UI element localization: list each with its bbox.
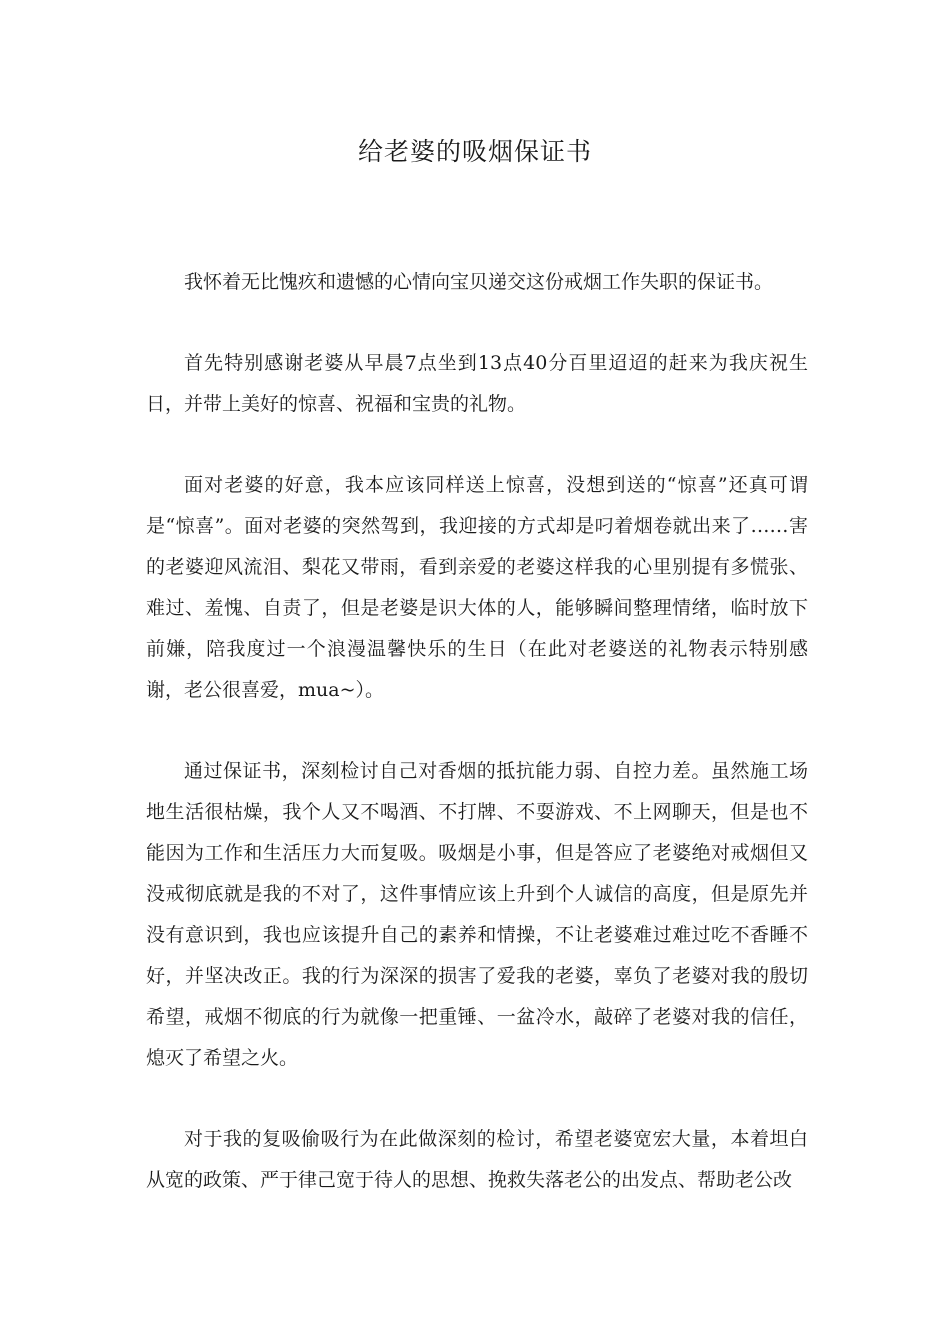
document-title: 给老婆的吸烟保证书 [357, 137, 592, 166]
paragraph-4: 通过保证书，深刻检讨自己对香烟的抵抗能力弱、自控力差。虽然施工场地生活很枯燥，我个人又不喝酒、不打牌、不耍游戏、不上网聊天，但是也不能因为工作和生活压力大而复吸。吸烟是小事，但是答应了老婆绝对戒烟但又没戒彻底就是我的不对了，这件事情应该上升到个人诚信的高度，但是原先并没有意识到，我也应该提升自己的素养和情操，不让老婆难过难过吃不香睡不好，并坚决改正。我的行为深深的损害了爱我的老婆，辜负了老婆对我的殷切希望，戒烟不彻底的行为就像一把重锤、一盆冷水，敲碎了老婆对我的信任，熄灭了希望之火。 [146, 760, 808, 1069]
paragraph-1: 我怀着无比愧疚和遗憾的心情向宝贝递交这份戒烟工作失职的保证书。 [184, 271, 774, 293]
document-body [146, 262, 808, 1241]
paragraph-3: 面对老婆的好意，我本应该同样送上惊喜，没想到送的“惊喜”还真可谓是“惊喜”。面对老婆的突然驾到，我迎接的方式却是叼着烟卷就出来了……害的老婆迎风流泪、梨花又带雨，看到亲爱的老婆这样我的心里别提有多慌张、难过、羞愧、自责了，但是老婆是识大体的人，能够瞬间整理情绪，临时放下前嫌，陪我度过一个浪漫温馨快乐的生日（在此对老婆送的礼物表示特别感谢，老公很喜爱，mua~）。 [146, 474, 808, 701]
paragraph-5: 对于我的复吸偷吸行为在此做深刻的检讨，希望老婆宽宏大量，本着坦白从宽的政策、严于律己宽于待人的思想、挽救失落老公的出发点、帮助老公改 [146, 1128, 808, 1191]
paragraph-2: 首先特别感谢老婆从早晨7点坐到13点40分百里迢迢的赶来为我庆祝生日，并带上美好的惊喜、祝福和宝贵的礼物。 [146, 352, 808, 415]
